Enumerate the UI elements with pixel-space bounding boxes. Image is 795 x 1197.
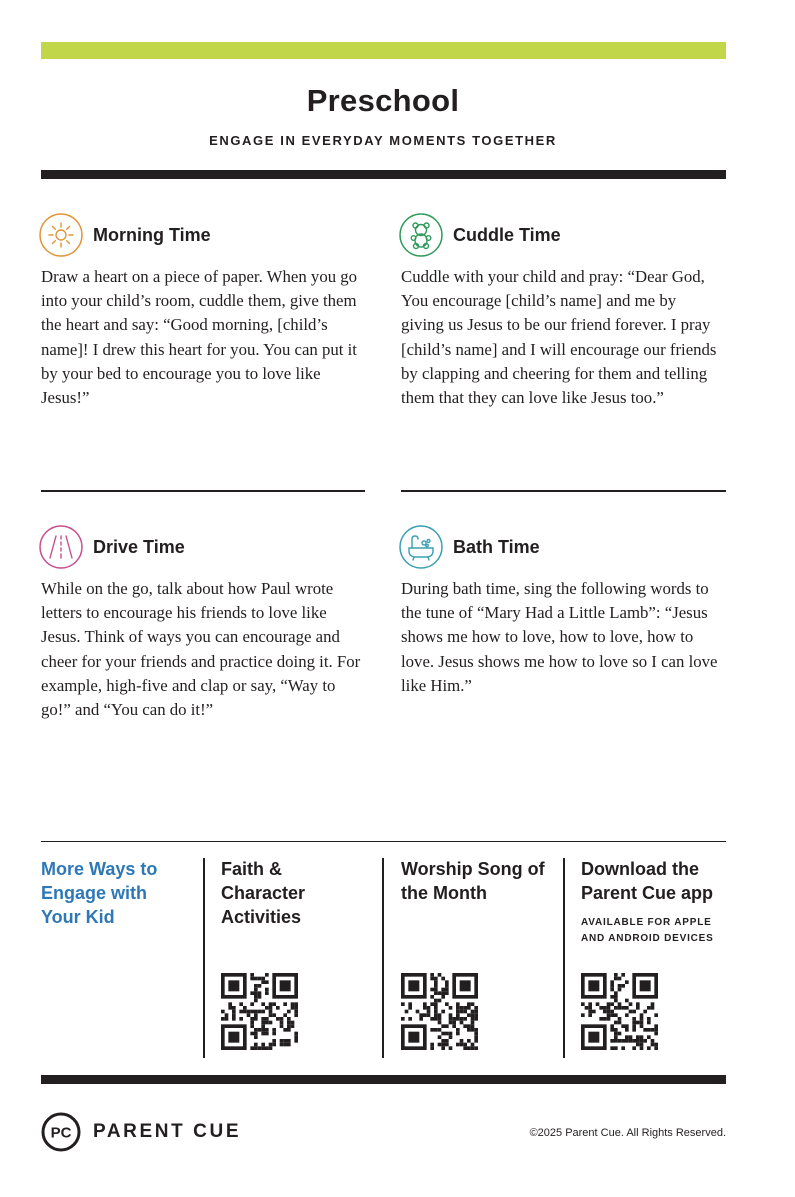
card-text: While on the go, talk about how Paul wrote letters to encourage his friends to love like Jesus. Think of ways you can encourage and cheer for your friends and practice doing it. For example, high-five and clap or say, “Way to go!” and “You can do it!” [41,579,361,720]
column-title: Download the Parent Cue app [581,859,714,903]
card-divider [41,490,365,492]
more-ways-intro [41,857,191,929]
card-text: Draw a heart on a piece of paper. When you go into your child’s room, cuddle them, give them the heart and say: “Good morning, [child’s name]! I drew this heart for you. You can put it by your bed to encourage you to love like Jesus!” [41,267,358,408]
page-subtitle: ENGAGE IN EVERYDAY MOMENTS TOGETHER [209,133,557,148]
qr-code-parent-cue-app[interactable] [581,973,658,1050]
card-text: Cuddle with your child and pray: “Dear God, You encourage [child’s name] and me by giving us Jesus to be our friend forever. I pray [child’s name] and I will encourage our friends by clapping and cheering for them and telling them that they can love like Jesus too.” [401,267,717,408]
page-title: Preschool [306,83,460,118]
more-ways-heading: More Ways to Engage with Your Kid [41,859,158,927]
brand-name: PARENT CUE [93,1121,242,1142]
bathtub-icon [399,525,443,569]
column-divider [563,858,565,1058]
sun-icon [39,213,83,257]
copyright-text: ©2025 Parent Cue. All Rights Reserved. [529,1127,726,1139]
worship-song-column [401,857,551,905]
qr-code-faith-activities[interactable] [221,973,298,1050]
teddy-bear-icon [399,213,443,257]
card-bath-time [399,525,723,698]
column-title: Worship Song of the Month [401,859,545,903]
card-title: Bath Time [453,536,540,557]
card-text: During bath time, sing the following words to the tune of “Mary Had a Little Lamb”: “Jesus shows me how to love, how to love, how to love. Jesus shows me how to love so I can love like Him.” [401,579,718,695]
card-cuddle-time [399,213,723,410]
card-title: Morning Time [93,224,211,245]
column-divider [382,858,384,1058]
app-download-column [581,857,731,947]
svg-text:PC: PC [50,1124,72,1142]
card-title: Cuddle Time [453,224,561,245]
parent-cue-logo [41,1112,241,1152]
road-icon [39,525,83,569]
parent-cue-logo-mark [41,1112,81,1152]
card-divider [401,490,726,492]
accent-bar [41,42,726,59]
app-availability-note: AVAILABLE FOR APPLE AND ANDROID DEVICES [581,917,714,944]
card-drive-time [39,525,363,722]
footer-divider [41,1075,726,1084]
faith-activities-column [221,857,371,929]
card-title: Drive Time [93,536,185,557]
column-divider [203,858,205,1058]
qr-code-worship-song[interactable] [401,973,478,1050]
header-divider [41,170,726,179]
column-title: Faith & Character Activities [221,859,306,927]
card-morning-time [39,213,363,410]
section-divider [41,841,726,842]
